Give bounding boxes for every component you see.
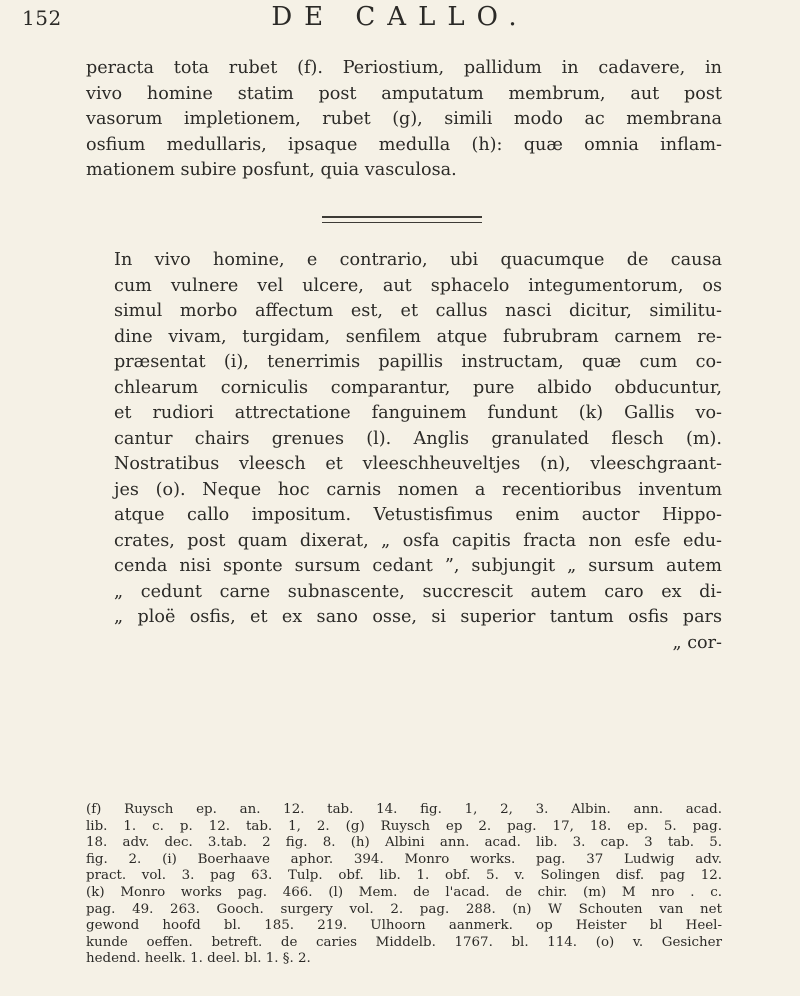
footnote-line: 18. adv. dec. 3.tab. 2 fig. 8. (h) Albini ann. acad. lib. 3. cap. 3 tab. 5. [86,835,722,851]
text-line: „ cedunt carne subnascente, succrescit autem caro ex di- [114,581,722,602]
text-line: crates, post quam dixerat, „ osfa capitis fracta non esfe edu- [114,530,722,551]
text-line: cantur chairs grenues (l). Anglis granulated flesch (m). [114,428,722,449]
running-head: DE CALLO. [271,2,529,32]
text-line: Nostratibus vleesch et vleeschheuveltjes (n), vleeschgraant- [114,454,722,474]
footnote-line: pract. vol. 3. pag 63. Tulp. obf. lib. 1. obf. 5. v. Solingen disf. pag 12. [86,868,722,884]
paragraph-2 [86,248,722,656]
text-line: et rudiori attrectatione fanguinem fundunt (k) Gallis vo- [114,403,722,423]
text-line: mationem subire posfunt, quia vasculosa. [86,160,457,180]
footnote-line: (f) Ruysch ep. an. 12. tab. 14. fig. 1, 2, 3. Albin. ann. acad. [86,802,722,817]
text-line: jes (o). Neque hoc carnis nomen a recentioribus inventum [114,479,722,500]
text-line: vasorum impletionem, rubet (g), simili modo ac membrana [86,109,722,129]
footnote-line: lib. 1. c. p. 12. tab. 1, 2. (g) Ruysch ep 2. pag. 17, 18. ep. 5. pag. [86,818,722,834]
footnote-line: fig. 2. (i) Boerhaave aphor. 394. Monro works. pag. 37 Ludwig adv. [86,851,722,867]
footnote-line: pag. 49. 263. Gooch. surgery vol. 2. pag. 288. (n) W Schouten van net [86,901,722,917]
text-line: In vivo homine, e contrario, ubi quacumque de causa [114,250,722,270]
footnote-line: (k) Monro works pag. 466. (l) Mem. de l'acad. de chir. (m) M nro . c. [86,884,722,900]
text-line: cenda nisi sponte sursum cedant ”, subjungit „ sursum autem [114,556,722,576]
footnote-line: gewond hoofd bl. 185. 219. Ulhoorn aanmerk. op Heister bl Heel- [86,918,722,934]
text-line: atque callo impositum. Vetustisfimus enim auctor Hippo- [114,505,722,525]
text-line: cum vulnere vel ulcere, aut sphacelo integumentorum, os [114,275,722,296]
text-line: osfium medullaris, ipsaque medulla (h): quæ omnia inflam- [86,134,722,155]
page-number: 152 [22,6,62,30]
catchword: „ cor- [672,632,722,653]
footnote-line: kunde oeffen. betreft. de caries Middelb. 1767. bl. 114. (o) v. Gesicher [86,934,722,950]
text-line: dine vivam, turgidam, senfilem atque fubrubram carnem re- [114,326,722,347]
footnote-line: hedend. heelk. 1. deel. bl. 1. §. 2. [86,951,311,967]
text-line: vivo homine statim post amputatum membrum, aut post [86,83,722,104]
text-line: simul morbo affectum est, et callus nasci dicitur, similitu- [114,301,722,321]
text-line: chlearum corniculis comparantur, pure albido obducuntur, [114,377,722,398]
text-line: præsentat (i), tenerrimis papillis instructam, quæ cum co- [114,352,722,372]
text-line: peracta tota rubet (f). Periostium, pallidum in cadavere, in [86,58,722,78]
text-line: „ ploë osfis, et ex sano osse, si superior tantum osfis pars [114,607,722,627]
section-divider [322,216,482,223]
footnotes [86,802,722,968]
paragraph-1 [86,56,722,184]
